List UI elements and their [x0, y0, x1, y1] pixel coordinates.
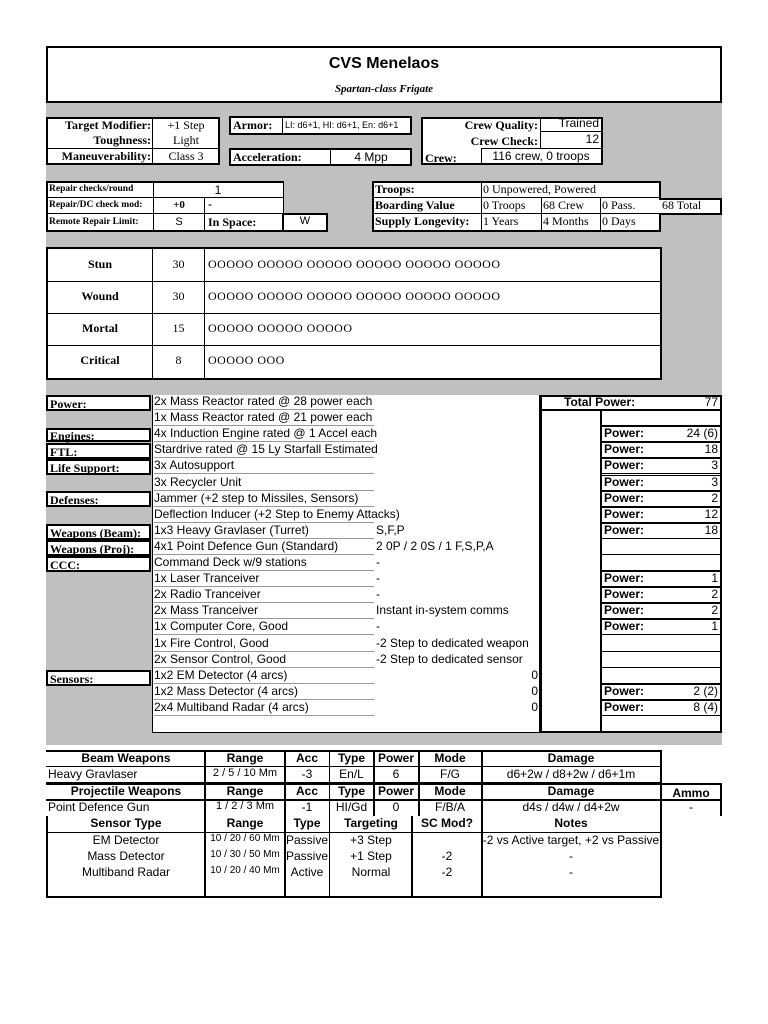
beam-row-damage: d6+2w / d8+2w / d6+1m	[506, 767, 636, 781]
system-row-detail: -	[376, 555, 380, 569]
proj-row-name: Point Defence Gun	[48, 800, 150, 814]
total-power-value: 77	[704, 395, 718, 409]
sensor-header-range: Range	[226, 816, 264, 830]
system-row-desc: 4x Induction Engine rated @ 1 Accel each	[154, 426, 377, 440]
system-row-power-value: 1	[711, 619, 718, 633]
label-life-support: Life Support:	[46, 459, 151, 475]
system-row-power-label: Power:	[604, 475, 645, 489]
label-sensors: Sensors:	[46, 670, 151, 686]
system-row-desc: 2x Mass Reactor rated @ 28 power each	[154, 394, 373, 408]
system-row-power-label: Power:	[604, 523, 645, 537]
proj-row-type: HI/Gd	[335, 800, 368, 814]
system-row-desc: 3x Autosupport	[154, 458, 235, 472]
dc-mod-value: +0	[173, 199, 185, 211]
toughness-label: Toughness:	[93, 133, 151, 147]
target-modifier-label: Target Modifier:	[65, 118, 151, 132]
proj-header-mode: Mode	[434, 784, 466, 798]
repair-checks-value: 1	[214, 183, 222, 197]
proj-row-power: 0	[392, 800, 400, 814]
system-row-detail: 0	[531, 668, 538, 682]
armor-label: Armor:	[233, 118, 273, 132]
sensor-header-targeting: Targeting	[344, 816, 398, 830]
maneuverability-value: Class 3	[168, 149, 204, 163]
acceleration-value: 4 Mpp	[354, 150, 388, 164]
dc-mod-extra: -	[208, 197, 212, 211]
critical-value: 8	[175, 353, 182, 367]
system-row-desc: Jammer (+2 step to Missiles, Sensors)	[154, 491, 359, 505]
troops-label: Troops:	[375, 182, 415, 196]
system-row-desc: 1x Laser Tranceiver	[154, 571, 260, 585]
crew-check-label: Crew Check:	[470, 134, 538, 148]
system-row-power-label: Power:	[604, 587, 645, 601]
label-weapons-proj: Weapons (Proj):	[46, 540, 151, 556]
boarding-troops: 0 Troops	[483, 198, 526, 212]
system-row-power-value: 3	[711, 458, 718, 472]
boarding-crew: 68 Crew	[543, 198, 584, 212]
system-row-power-value: 8 (4)	[693, 700, 718, 714]
system-row-power-value: 2	[711, 491, 718, 505]
sensor-row-cell: -2	[441, 849, 453, 863]
beam-row-mode: F/G	[440, 767, 460, 781]
sensor-row-cell: -	[569, 865, 573, 879]
label-ccc: CCC:	[46, 556, 151, 572]
system-row-detail: S,F,P	[376, 523, 405, 537]
system-row-detail: 0	[531, 684, 538, 698]
supply-years: 1 Years	[483, 214, 519, 228]
sensor-header-notes: Notes	[554, 816, 588, 830]
system-row-power-value: 24 (6)	[686, 426, 718, 440]
system-row-desc: 1x Mass Reactor rated @ 21 power each	[154, 410, 373, 424]
system-row-detail: -2 Step to dedicated weapon	[376, 636, 529, 650]
crew-check-value: 12	[585, 132, 599, 146]
system-row-detail: 0	[531, 700, 538, 714]
system-row-power-value: 1	[711, 571, 718, 585]
sensor-row-cell: 10 / 30 / 50 Mm	[210, 849, 280, 860]
sensor-row-cell: Normal	[351, 865, 391, 879]
system-row-detail: Instant in-system comms	[376, 603, 509, 617]
sensor-row-cell: +3 Step	[350, 833, 392, 847]
boarding-pass: 0 Pass.	[602, 198, 636, 212]
stun-label: Stun	[87, 257, 113, 271]
sensor-row-cell: EM Detector	[92, 833, 160, 847]
supply-days: 0 Days	[602, 214, 636, 228]
system-row-desc: 1x3 Heavy Gravlaser (Turret)	[154, 523, 309, 537]
system-row-power-label: Power:	[604, 491, 645, 505]
mortal-label: Mortal	[82, 321, 118, 335]
system-row-desc: Command Deck w/9 stations	[154, 555, 307, 569]
boarding-total: 68 Total	[662, 198, 702, 212]
armor-value: LI: d6+1, HI: d6+1, En: d6+1	[285, 120, 399, 130]
sensor-row-cell: -2 vs Active target, +2 vs Passive	[482, 833, 660, 847]
beam-header-range: Range	[226, 751, 264, 765]
system-row-power-value: 18	[704, 523, 718, 537]
system-row-power-label: Power:	[604, 507, 645, 521]
system-row-detail: -2 Step to dedicated sensor	[376, 652, 523, 666]
sensor-row-cell: -	[569, 849, 573, 863]
label-power: Power:	[46, 395, 151, 411]
sensor-row-cell: Passive	[285, 833, 329, 847]
toughness-value: Light	[173, 133, 199, 147]
supply-label: Supply Longevity:	[375, 214, 470, 228]
system-row-desc: Deflection Inducer (+2 Step to Enemy Attacks)	[154, 507, 400, 521]
system-row-desc: 2x Sensor Control, Good	[154, 652, 287, 666]
beam-header-acc: Acc	[295, 751, 318, 765]
system-row-desc: 4x1 Point Defence Gun (Standard)	[154, 539, 339, 553]
mortal-value: 15	[172, 321, 185, 335]
mortal-boxes[interactable]: OOOOO OOOOO OOOOO	[208, 321, 353, 335]
beam-header-mode: Mode	[434, 751, 466, 765]
beam-row-type: En/L	[339, 767, 364, 781]
crew-quality-label: Crew Quality:	[464, 118, 538, 132]
stun-boxes[interactable]: OOOOO OOOOO OOOOO OOOOO OOOOO OOOOO	[208, 257, 501, 271]
ship-name: CVS Menelaos	[328, 55, 440, 72]
in-space-value: W	[299, 215, 311, 227]
proj-row-mode: F/B/A	[434, 800, 465, 814]
wound-boxes[interactable]: OOOOO OOOOO OOOOO OOOOO OOOOO OOOOO	[208, 289, 501, 303]
stun-value: 30	[172, 257, 185, 271]
label-weapons-beam: Weapons (Beam):	[46, 524, 151, 540]
critical-label: Critical	[80, 353, 120, 367]
proj-row-damage: d4s / d4w / d4+2w	[522, 800, 620, 814]
sensor-header-scmod: SC Mod?	[421, 816, 473, 830]
system-row-desc: 1x Fire Control, Good	[154, 636, 269, 650]
proj-header-range: Range	[226, 784, 264, 798]
system-row-desc: 2x4 Multiband Radar (4 arcs)	[154, 700, 309, 714]
proj-header-damage: Damage	[547, 784, 595, 798]
beam-header-power: Power	[377, 751, 414, 765]
system-row-desc: 1x2 EM Detector (4 arcs)	[154, 668, 288, 682]
system-row-power-label: Power:	[604, 571, 645, 585]
target-modifier-value: +1 Step	[167, 118, 205, 132]
sensor-row-cell: -2	[441, 865, 453, 879]
troops-value: 0 Unpowered, Powered	[483, 182, 596, 196]
system-row-desc: 3x Recycler Unit	[154, 475, 242, 489]
proj-row-range: 1 / 2 / 3 Mm	[215, 800, 275, 812]
wound-label: Wound	[81, 289, 119, 303]
system-row-power-label: Power:	[604, 684, 645, 698]
beam-row-range: 2 / 5 / 10 Mm	[212, 767, 278, 779]
system-row-power-label: Power:	[604, 442, 645, 456]
label-defenses: Defenses:	[46, 491, 151, 507]
sensor-row-cell: 10 / 20 / 60 Mm	[210, 833, 280, 844]
system-row-desc: 1x Computer Core, Good	[154, 619, 289, 633]
sensor-header-type: Sensor Type	[90, 816, 162, 830]
system-row-power-label: Power:	[604, 426, 645, 440]
beam-header-type: Type	[337, 751, 366, 765]
proj-header-ammo: Ammo	[672, 786, 710, 800]
in-space-label: In Space:	[208, 215, 257, 229]
beam-row-name: Heavy Gravlaser	[48, 767, 138, 781]
repair-checks-label: Repair checks/round	[49, 184, 134, 194]
system-row-power-value: 18	[704, 442, 718, 456]
system-row-power-label: Power:	[604, 700, 645, 714]
sensor-row-cell: Mass Detector	[87, 849, 165, 863]
total-power-label: Total Power:	[564, 395, 636, 409]
beam-row-power: 6	[392, 767, 400, 781]
maneuverability-label: Maneuverability:	[61, 149, 151, 163]
system-row-power-label: Power:	[604, 619, 645, 633]
critical-boxes[interactable]: OOOOO OOO	[208, 353, 285, 367]
proj-row-acc: -1	[301, 800, 313, 814]
system-row-detail: -	[376, 587, 380, 601]
sensor-row-cell: Active	[290, 865, 324, 879]
system-row-desc: 1x2 Mass Detector (4 arcs)	[154, 684, 299, 698]
sensor-row-cell: 10 / 20 / 40 Mm	[210, 865, 280, 876]
label-ftl: FTL:	[46, 443, 151, 459]
system-row-desc: 2x Radio Tranceiver	[154, 587, 261, 601]
proj-header-power: Power	[377, 784, 414, 798]
dc-mod-label: Repair/DC check mod:	[49, 200, 143, 210]
sensor-row-cell: Passive	[285, 849, 329, 863]
beam-header-name: Beam Weapons	[81, 751, 171, 765]
crew-label: Crew:	[425, 151, 457, 165]
sensor-row-cell: Multiband Radar	[81, 865, 171, 879]
system-row-power-label: Power:	[604, 458, 645, 472]
proj-header-name: Projectile Weapons	[70, 784, 182, 798]
crew-quality-value: Trained	[558, 116, 599, 130]
ship-class: Spartan-class Frigate	[334, 83, 434, 95]
system-row-power-value: 12	[704, 507, 718, 521]
beam-header-damage: Damage	[547, 751, 595, 765]
system-row-power-value: 2 (2)	[693, 684, 718, 698]
system-row-power-value: 3	[711, 475, 718, 489]
proj-row-ammo: -	[689, 800, 693, 814]
proj-header-type: Type	[337, 784, 366, 798]
sensor-header-mode: Type	[293, 816, 321, 830]
label-engines: Engines:	[46, 428, 151, 442]
crew-value: 116 crew, 0 troops	[492, 149, 590, 163]
system-row-detail: -	[376, 619, 380, 633]
system-row-power-label: Power:	[604, 603, 645, 617]
proj-header-acc: Acc	[295, 784, 318, 798]
system-row-detail: -	[376, 571, 380, 585]
beam-row-acc: -3	[301, 767, 313, 781]
boarding-label: Boarding Value	[375, 198, 455, 212]
wound-value: 30	[172, 289, 185, 303]
supply-months: 4 Months	[543, 214, 589, 228]
system-row-power-value: 2	[711, 603, 718, 617]
remote-repair-value: S	[175, 216, 183, 228]
sensor-row-cell: +1 Step	[350, 849, 392, 863]
system-row-power-value: 2	[711, 587, 718, 601]
system-row-desc: Stardrive rated @ 15 Ly Starfall Estimated	[154, 442, 378, 456]
remote-repair-label: Remote Repair Limit:	[49, 217, 139, 227]
system-row-detail: 2 0P / 2 0S / 1 F,S,P,A	[376, 539, 494, 553]
acceleration-label: Acceleration:	[233, 150, 302, 164]
system-row-desc: 2x Mass Tranceiver	[154, 603, 259, 617]
title-box	[46, 46, 722, 103]
